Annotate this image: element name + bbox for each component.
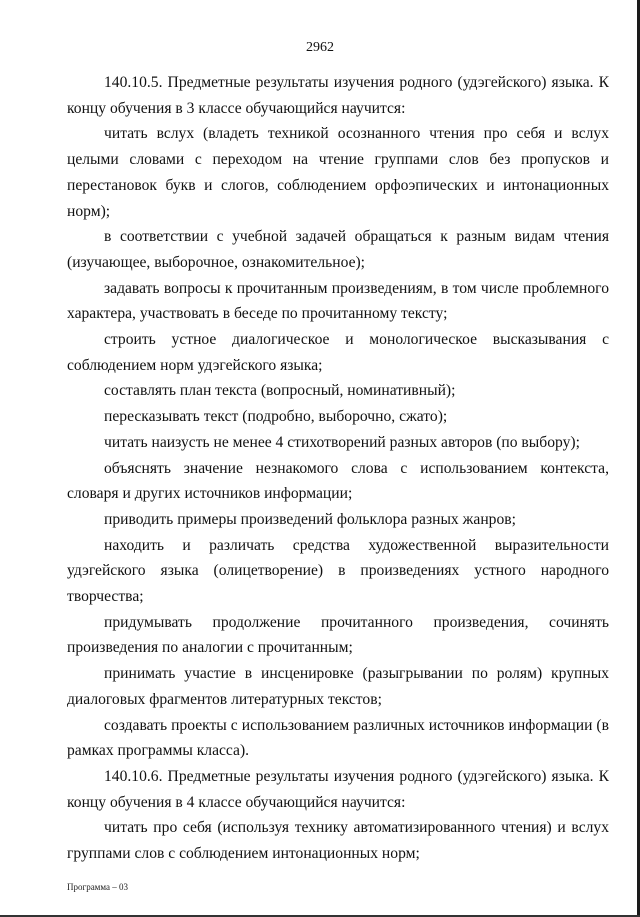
paragraph-projects: создавать проекты с использованием различных источников информации (в рамках программы класса). xyxy=(67,716,609,760)
paragraph-expressive-means: находить и различать средства художественной выразительности удэгейского языка (олицетворение) в произведениях устного народного творчества; xyxy=(67,536,609,606)
paragraph-staging: принимать участие в инсценировке (разыгрывании по ролям) крупных диалоговых фрагментов литературных текстов; xyxy=(67,665,609,708)
paragraph-build-statements: строить устное диалогическое и монологическое высказывания с соблюдением норм удэгейского языка; xyxy=(67,331,609,374)
footer-program-label: Программа – 03 xyxy=(67,882,129,892)
paragraph-section-140-10-6: 140.10.6. Предметные результаты изучения родного (удэгейского) языка. К концу обучения в 4 классе обучающийся научится: xyxy=(67,767,609,811)
document-body xyxy=(67,70,609,867)
paragraph-ask-questions: задавать вопросы к прочитанным произведениям, в том числе проблемного характера, участвовать в беседе по прочитанному тексту; xyxy=(67,279,609,323)
paragraph-folklore-examples: приводить примеры произведений фольклора разных жанров; xyxy=(104,510,516,528)
paragraph-text-plan: составлять план текста (вопросный, номинативный); xyxy=(104,382,456,400)
paragraph-section-140-10-5: 140.10.5. Предметные результаты изучения родного (удэгейского) языка. К концу обучения в 3 классе обучающийся научится: xyxy=(67,74,609,117)
paragraph-read-aloud: читать вслух (владеть техникой осознанного чтения про себя и вслух целыми словами с переходом на чтение группами слов без пропусков и перестановок букв и слогов, соблюдением орфоэпических и интонационных норм); xyxy=(67,125,609,220)
paragraph-silent-reading: читать про себя (используя технику автоматизированного чтения) и вслух группами слов с соблюдением интонационных норм; xyxy=(67,819,609,863)
paragraph-invent-continuation: придумывать продолжение прочитанного произведения, сочинять произведения по аналогии с прочитанным; xyxy=(67,613,609,657)
page-number: 2962 xyxy=(306,40,334,55)
paragraph-recite-poems: читать наизусть не менее 4 стихотворений разных авторов (по выбору); xyxy=(104,433,580,451)
paragraph-retell: пересказывать текст (подробно, выборочно, сжато); xyxy=(104,408,448,426)
paragraph-explain-words: объяснять значение незнакомого слова с использованием контекста, словаря и других источников информации; xyxy=(67,459,609,503)
paragraph-reading-types: в соответствии с учебной задачей обращаться к разным видам чтения (изучающее, выборочное, ознакомительное); xyxy=(67,228,609,271)
